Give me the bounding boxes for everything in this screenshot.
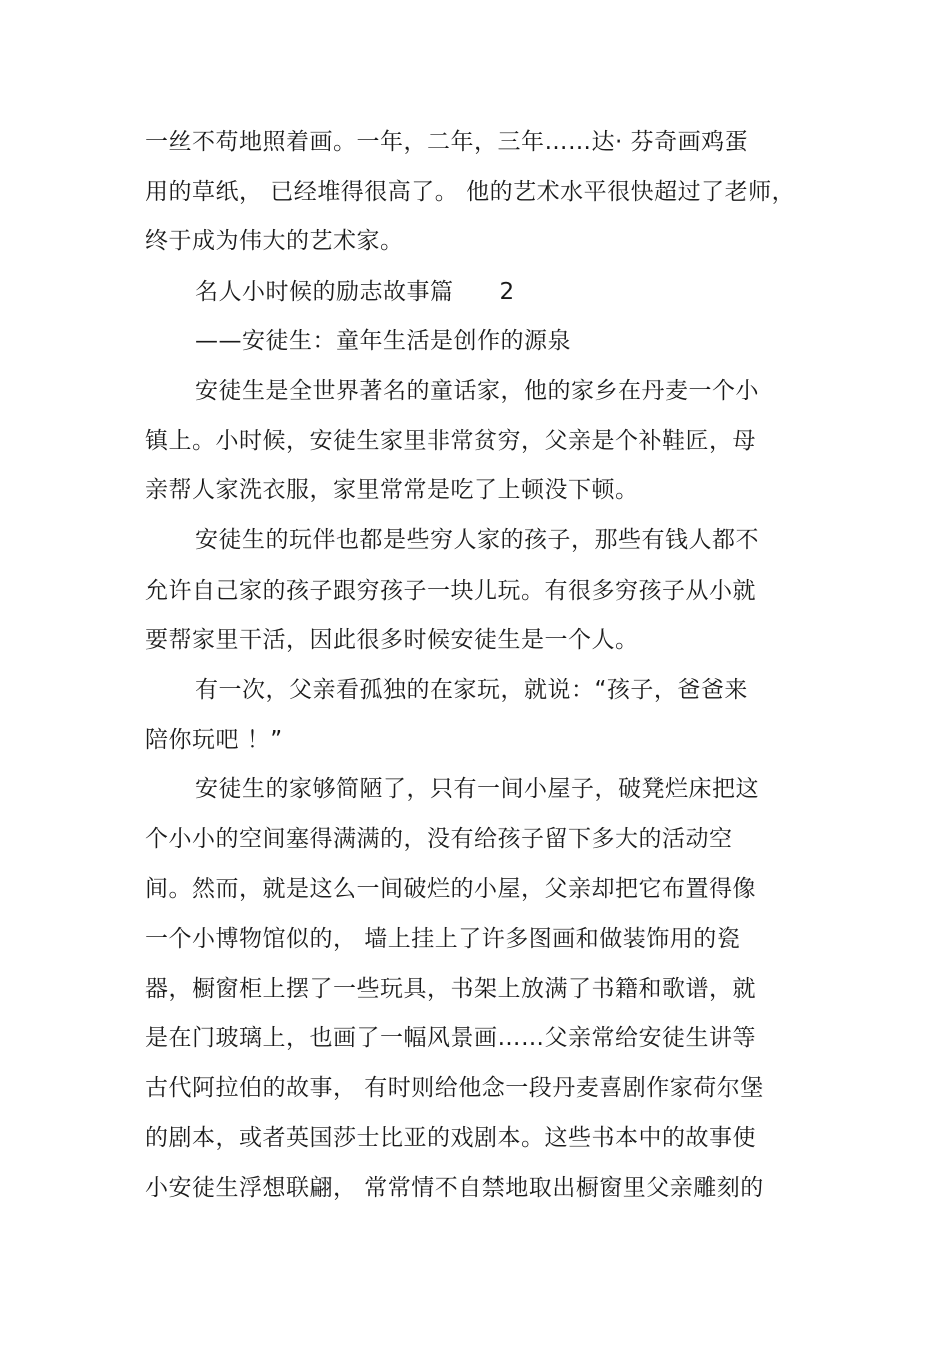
text-line: 个小小的空间塞得满满的，没有给孩子留下多大的活动空 xyxy=(145,826,733,852)
section-heading xyxy=(195,277,515,307)
text-line: 陪你玩吧 ！” xyxy=(145,727,283,753)
section-subtitle: ——安徒生：童年生活是创作的源泉 xyxy=(195,328,571,354)
text-line: 古代阿拉伯的故事， 有时则给他念一段丹麦喜剧作家荷尔堡 xyxy=(145,1075,764,1101)
text-line: 终于成为伟大的艺术家。 xyxy=(145,228,404,254)
text-line: 用的草纸， 已经堆得很高了。 他的艺术水平很快超过了老师， xyxy=(145,179,796,205)
text-line: 一个小博物馆似的， 墙上挂上了许多图画和做装饰用的瓷 xyxy=(145,926,741,952)
section-heading-number: 2 xyxy=(499,279,515,305)
text-line: 一丝不苟地照着画。一年，二年，三年……达· 芬奇画鸡蛋 xyxy=(145,129,749,155)
text-line: 是在门玻璃上，也画了一幅风景画……父亲常给安徒生讲等 xyxy=(145,1025,756,1051)
text-line: 间。然而，就是这么一间破烂的小屋，父亲却把它布置得像 xyxy=(145,876,756,902)
text-line: 安徒生是全世界著名的童话家，他的家乡在丹麦一个小 xyxy=(195,378,759,404)
text-line: 有一次，父亲看孤独的在家玩，就说：“孩子，爸爸来 xyxy=(195,677,748,703)
text-line: 允许自己家的孩子跟穷孩子一块儿玩。有很多穷孩子从小就 xyxy=(145,578,756,604)
text-line: 安徒生的玩伴也都是些穷人家的孩子，那些有钱人都不 xyxy=(195,527,759,553)
text-line: 亲帮人家洗衣服，家里常常是吃了上顿没下顿。 xyxy=(145,477,639,503)
text-line: 要帮家里干活，因此很多时候安徒生是一个人。 xyxy=(145,627,639,653)
section-heading-title: 名人小时候的励志故事篇 xyxy=(195,279,454,305)
text-line: 的剧本，或者英国莎士比亚的戏剧本。这些书本中的故事使 xyxy=(145,1125,756,1151)
text-line: 小安徒生浮想联翩， 常常情不自禁地取出橱窗里父亲雕刻的 xyxy=(145,1175,764,1201)
text-line: 安徒生的家够简陋了，只有一间小屋子，破凳烂床把这 xyxy=(195,776,759,802)
text-line: 器，橱窗柜上摆了一些玩具，书架上放满了书籍和歌谱，就 xyxy=(145,976,756,1002)
text-line: 镇上。小时候，安徒生家里非常贫穷，父亲是个补鞋匠，母 xyxy=(145,428,756,454)
